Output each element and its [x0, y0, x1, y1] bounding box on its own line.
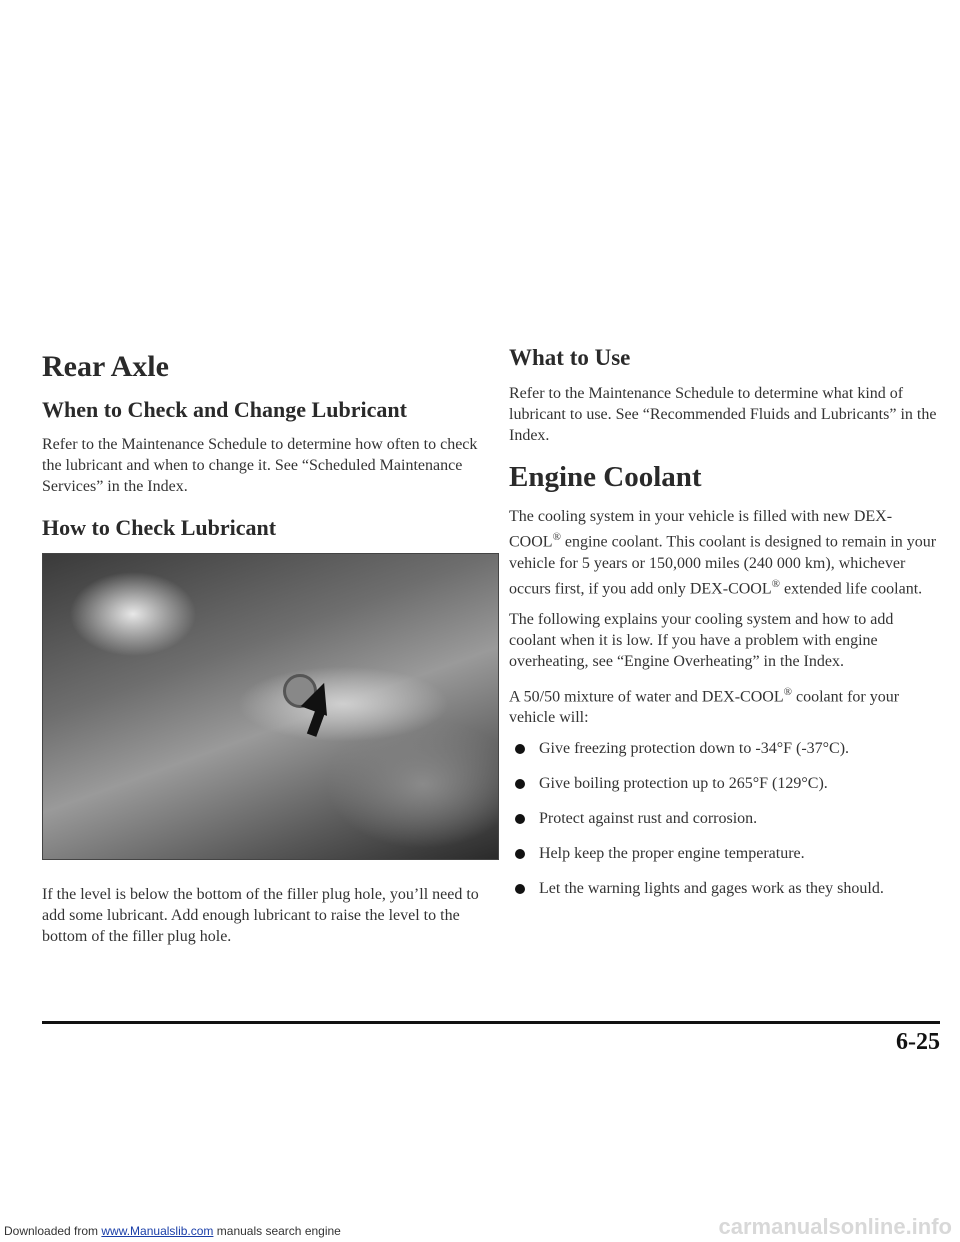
bullet-icon — [515, 744, 525, 754]
right-column — [509, 345, 939, 913]
paragraph-what-to-use: Refer to the Maintenance Schedule to determine what kind of lubricant to use. See “Recommended Fluids and Lubricants” in the Index. — [509, 385, 937, 445]
paragraph-when-to-check: Refer to the Maintenance Schedule to determine how often to check the lubricant and when to change it. See “Scheduled Maintenance Services” in the Index. — [42, 436, 478, 496]
paragraph-coolant-explains: The following explains your cooling system and how to add coolant when it is low. If you have a problem with engine overheating, see “Engine Overheating” in the Index. — [509, 610, 894, 670]
mixture-part-b: coolant for your vehicle will: — [509, 688, 900, 727]
coolant-intro-part-a: The cooling system in your vehicle is filled with new DEX-COOL — [509, 508, 893, 551]
list-item — [509, 808, 939, 829]
registered-mark: ® — [552, 531, 561, 544]
paragraph-add-lubricant: If the level is below the bottom of the filler plug hole, you’ll need to add some lubricant. Add enough lubricant to raise the level to the bottom of the filler plug hole. — [42, 885, 479, 945]
list-item-text: Let the warning lights and gages work as they should. — [539, 880, 884, 898]
subheading-when-to-check: When to Check and Change Lubricant — [42, 397, 407, 422]
list-item-text: Help keep the proper engine temperature. — [539, 845, 805, 863]
watermark: carmanualsonline.info — [718, 1214, 952, 1239]
download-prefix: Downloaded from — [4, 1224, 102, 1238]
mixture-part-a: A 50/50 mixture of water and DEX-COOL — [509, 688, 784, 706]
manualslib-link[interactable]: www.Manualslib.com — [101, 1224, 214, 1238]
list-item — [509, 773, 939, 794]
coolant-intro-part-b: engine coolant. This coolant is designed to remain in your vehicle for 5 years or 150,000 miles (240 000 km), whichever occurs first, if you add only DEX-COOL — [509, 533, 937, 597]
bullet-icon — [515, 814, 525, 824]
list-item-text: Give freezing protection down to -34°F (-37°C). — [539, 740, 850, 758]
list-item — [509, 878, 939, 899]
coolant-benefits-list — [509, 738, 939, 899]
paragraph-coolant-mixture — [509, 682, 939, 728]
paragraph-coolant-intro — [509, 506, 939, 599]
bullet-icon — [515, 884, 525, 894]
pointer-arrow-stem — [307, 709, 325, 737]
list-item-text: Protect against rust and corrosion. — [539, 810, 758, 828]
rear-axle-photo — [42, 553, 499, 860]
section-title-rear-axle: Rear Axle — [42, 350, 169, 383]
list-item-text: Give boiling protection up to 265°F (129°C). — [539, 775, 828, 793]
subheading-what-to-use: What to Use — [509, 345, 631, 370]
download-notice — [4, 1224, 341, 1238]
registered-mark: ® — [771, 577, 780, 590]
bullet-icon — [515, 779, 525, 789]
footer-rule — [42, 1021, 940, 1024]
list-item — [509, 738, 939, 759]
bullet-icon — [515, 849, 525, 859]
list-item — [509, 843, 939, 864]
subheading-how-to-check: How to Check Lubricant — [42, 515, 277, 541]
download-suffix: manuals search engine — [213, 1224, 341, 1238]
section-title-engine-coolant: Engine Coolant — [509, 461, 702, 494]
registered-mark: ® — [783, 685, 792, 698]
page-number: 6-25 — [896, 1029, 940, 1055]
coolant-intro-part-c: extended life coolant. — [779, 579, 923, 597]
left-column — [42, 350, 497, 957]
